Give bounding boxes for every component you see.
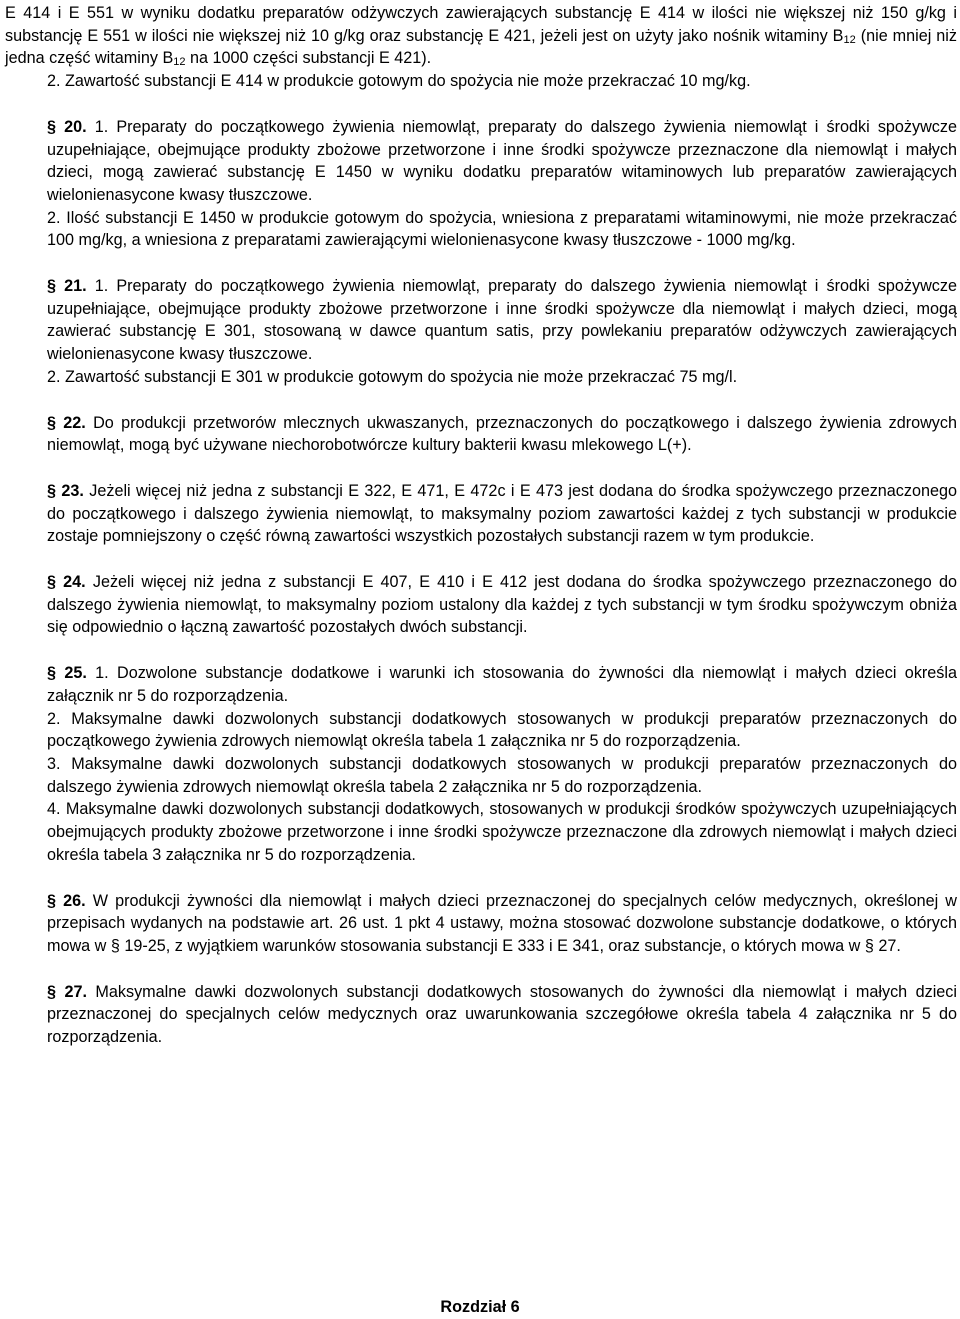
paragraph-text: 1. Dozwolone substancje dodatkowe i warunki ich stosowania do żywności dla niemowląt i małych dzieci określa załącznik nr 5 do rozporządzenia.	[47, 664, 957, 705]
paragraph	[5, 890, 957, 958]
paragraph-text: Maksymalne dawki dozwolonych substancji dodatkowych stosowanych do żywności dla niemowląt i małych dzieci przeznaczonej do specjalnych celów medycznych oraz uwarunkowania szczegółowe określa tabela 4 załącznika nr 5 do rozporządzenia.	[47, 982, 957, 1047]
paragraph-gap	[5, 867, 957, 890]
chapter-heading: Rozdział 6	[440, 1298, 520, 1316]
paragraph	[5, 708, 957, 753]
paragraph	[5, 412, 957, 457]
paragraph-text: Jeżeli więcej niż jedna z substancji E 407, E 410 i E 412 jest dodana do środka spożywczego przeznaczonego do dalszego żywienia niemowląt, to maksymalny poziom ustalony dla każdej z tych substancji w tym środku spożywczym obniża się odpowiednio o łączną zawartość pozostałych dwóch substancji.	[47, 573, 957, 637]
paragraph	[5, 116, 957, 207]
paragraph	[5, 753, 957, 798]
paragraph-text: Jeżeli więcej niż jedna z substancji E 322, E 471, E 472c i E 473 jest dodana do środka spożywczego przeznaczonego do początkowego i dalszego żywienia niemowląt, to maksymalny poziom zawartości każdej z tych substancji w produkcie zostaje pomniejszony o część równą zawartości wszystkich pozostałych substancji razem w tym produkcie.	[47, 481, 957, 546]
paragraph-text: E 414 i E 551 w wyniku dodatku preparatów odżywczych zawierających substancję E 414 w ilości nie większej niż 150 g/kg i substancję E 551 w ilości nie większej niż 10 g/kg oraz substancję E 421, jeżeli jest on użyty jako nośnik witaminy B	[5, 4, 957, 45]
paragraph	[5, 366, 957, 389]
paragraph-text: na 1000 części substancji E 421).	[185, 49, 432, 68]
subscript: 12	[843, 33, 856, 46]
section-number: § 27.	[47, 982, 96, 1001]
paragraph-text: 1. Preparaty do początkowego żywienia niemowląt, preparaty do dalszego żywienia niemowląt i środki spożywcze uzupełniające, obejmujące produkty zbożowe przetworzone i inne środki spożywcze przeznaczone dla niemowląt i małych dzieci, mogą zawierać substancję E 1450 w wyniku dodatku preparatów witaminowych lub preparatów zawierających wielonienasycone kwasy tłuszczowe.	[47, 117, 957, 204]
section-number: § 24.	[47, 573, 93, 592]
paragraph-text: 2. Ilość substancji E 1450 w produkcie gotowym do spożycia, wniesiona z preparatami witaminowymi, nie może przekraczać 100 mg/kg, a wniesiona z preparatami zawierającymi wielonienasycone kwasy tłuszczowe - 1000 mg/kg.	[47, 208, 957, 250]
paragraph-text: 2. Zawartość substancji E 301 w produkcie gotowym do spożycia nie może przekraczać 75 mg/l.	[47, 367, 738, 386]
paragraph-gap	[5, 252, 957, 275]
section-number: § 26.	[47, 891, 93, 910]
section-number: § 25.	[47, 664, 96, 683]
section-number: § 23.	[47, 481, 90, 500]
paragraph	[5, 571, 957, 639]
paragraph	[5, 275, 957, 366]
paragraph	[5, 480, 957, 548]
section-number: § 21.	[47, 277, 95, 296]
paragraph	[5, 2, 957, 70]
paragraph	[5, 981, 957, 1049]
section-number: § 20.	[47, 117, 95, 136]
paragraph-text: 4. Maksymalne dawki dozwolonych substancji dodatkowych, stosowanych w produkcji środków spożywczych uzupełniających obejmujących produkty zbożowe przetworzone i inne środki spożywcze przeznaczone dla zdrowych niemowląt i małych dzieci określa tabela 3 załącznika nr 5 do rozporządzenia.	[47, 800, 957, 864]
paragraph	[5, 70, 957, 93]
paragraph-text: 2. Zawartość substancji E 414 w produkcie gotowym do spożycia nie może przekraczać 10 mg/kg.	[47, 72, 751, 91]
paragraph-gap	[5, 93, 957, 116]
paragraph-gap	[5, 548, 957, 571]
paragraph-text: (nie mniej niż jedna część witaminy B	[5, 26, 957, 68]
paragraph-text: Do produkcji przetworów mlecznych ukwaszanych, przeznaczonych do początkowego i dalszego żywienia zdrowych niemowląt, mogą być używane niechorobotwórcze kultury bakterii kwasu mlekowego L(+).	[47, 413, 957, 455]
paragraph-gap	[5, 639, 957, 662]
paragraph	[5, 207, 957, 252]
document-body	[5, 2, 957, 1049]
paragraph	[5, 798, 957, 866]
paragraph-text: 1. Preparaty do początkowego żywienia niemowląt, preparaty do dalszego żywienia niemowląt i środki spożywcze uzupełniające, obejmujące produkty zbożowe przetworzone i inne środki spożywcze dla niemowląt i małych dzieci, mogą zawierać substancję E 301, stosowaną w dawce quantum satis, przy powlekaniu preparatów odżywczych zawierających wielonienasycone kwasy tłuszczowe.	[47, 277, 957, 364]
subscript: 12	[173, 56, 186, 69]
paragraph-gap	[5, 457, 957, 480]
section-number: § 22.	[47, 413, 94, 432]
paragraph	[5, 662, 957, 707]
paragraph-text: W produkcji żywności dla niemowląt i małych dzieci przeznaczonej do specjalnych celów medycznych, określonej w przepisach wydanych na podstawie art. 26 ust. 1 pkt 4 ustawy, można stosować dozwolone substancje dodatkowe, o których mowa w § 19-25, z wyjątkiem warunków stosowania substancji E 333 i E 341, oraz substancje, o których mowa w § 27.	[47, 891, 957, 955]
paragraph-gap	[5, 958, 957, 981]
paragraph-gap	[5, 389, 957, 412]
paragraph-text: 2. Maksymalne dawki dozwolonych substancji dodatkowych stosowanych w produkcji preparatów przeznaczonych do początkowego żywienia zdrowych niemowląt określa tabela 1 załącznika nr 5 do rozporządzenia.	[47, 709, 957, 751]
paragraph-text: 3. Maksymalne dawki dozwolonych substancji dodatkowych stosowanych w produkcji preparatów przeznaczonych do dalszego żywienia zdrowych niemowląt określa tabela 2 załącznika nr 5 do rozporządzenia.	[47, 754, 957, 796]
